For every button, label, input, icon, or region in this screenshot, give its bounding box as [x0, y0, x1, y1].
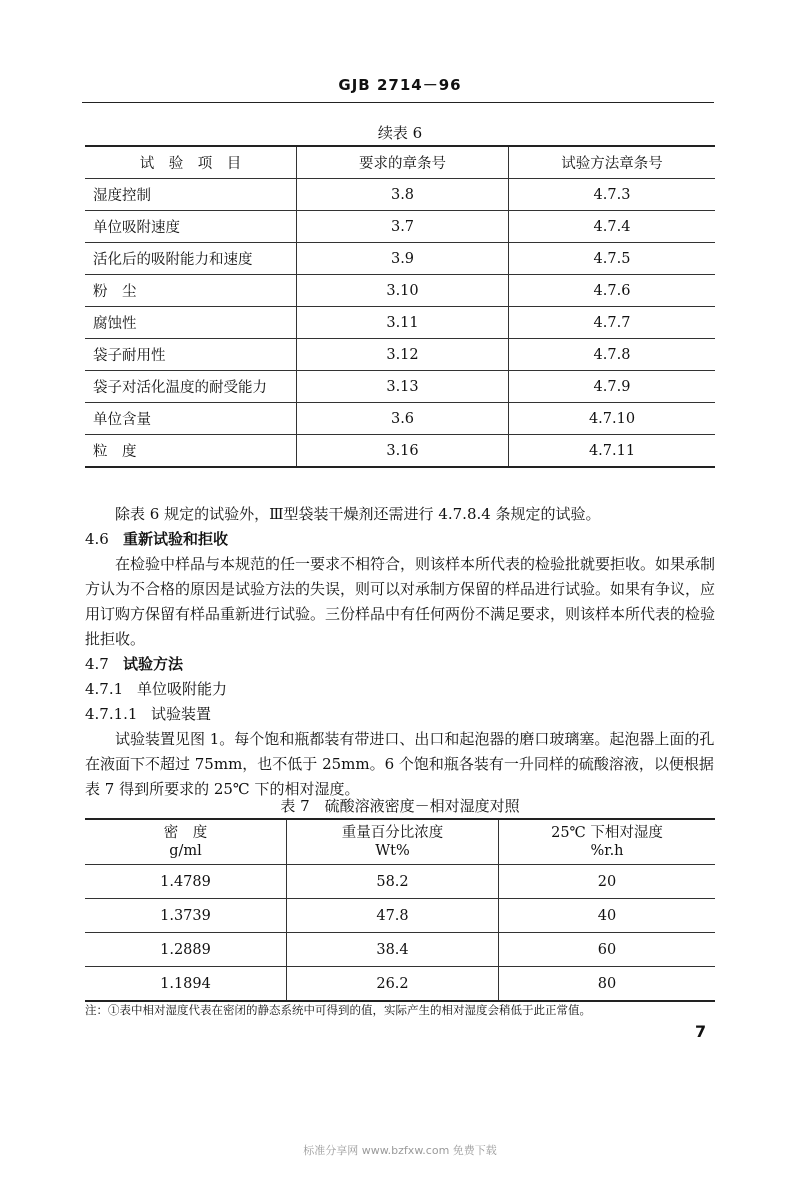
table7-note: 注：①表中相对湿度代表在密闭的静态系统中可得到的值，实际产生的相对湿度会稍低于此正常值。: [85, 1003, 591, 1017]
table-row: [85, 967, 715, 1002]
table-row: [85, 403, 715, 435]
paragraph-after-table6: 除表 6 规定的试验外，Ⅲ型袋装干燥剂还需进行 4.7.8.4 条规定的试验。: [115, 505, 601, 523]
table6-req-cell: 3.8: [297, 179, 509, 211]
table6-method-cell: 4.7.11: [509, 435, 716, 468]
section-heading-4-7-1: [85, 677, 715, 702]
table7-header-line1: 25℃ 下相对湿度: [551, 825, 663, 841]
table6-item-cell: 袋子耐用性: [85, 339, 297, 371]
section-title: 单位吸附能力: [137, 680, 228, 698]
table6-item-cell: 单位吸附速度: [85, 211, 297, 243]
table6-method-cell: 4.7.6: [509, 275, 716, 307]
body-text: [85, 502, 715, 802]
table7-header-cell: [499, 819, 716, 865]
table6-item-cell: 粒 度: [85, 435, 297, 468]
table7: [85, 818, 715, 1002]
table7-density-cell: 1.1894: [85, 967, 287, 1002]
table6-item-cell: 腐蚀性: [85, 307, 297, 339]
section-title: 试验装置: [151, 705, 212, 723]
section-number: 4.6: [85, 530, 109, 548]
header-rule: [82, 102, 714, 103]
table-row: [85, 211, 715, 243]
table7-density-cell: 1.3739: [85, 899, 287, 933]
table6-header-cell: 要求的章条号: [297, 146, 509, 179]
section-title: 试验方法: [123, 655, 184, 673]
table7-header-cell: [287, 819, 499, 865]
section-number: 4.7.1.1: [85, 705, 138, 723]
table7-density-cell: 1.4789: [85, 865, 287, 899]
page-number: 7: [695, 1022, 707, 1041]
paragraph-4-7-1-1: 试验装置见图 1。每个饱和瓶都装有带进口、出口和起泡器的磨口玻璃塞。起泡器上面的孔在液面下不超过 75mm，也不低于 25mm。6 个饱和瓶各装有一升同样的硫酸溶液，以便根据表 7 得到所要求的 25℃ 下的相对湿度。: [85, 730, 715, 798]
table6-method-cell: 4.7.9: [509, 371, 716, 403]
table6-method-cell: 4.7.7: [509, 307, 716, 339]
table7-caption: 表 7 硫酸溶液密度－相对湿度对照: [280, 797, 520, 815]
table6-req-cell: 3.13: [297, 371, 509, 403]
table7-concentration-cell: 58.2: [287, 865, 499, 899]
table-row: [85, 933, 715, 967]
table7-humidity-cell: 40: [499, 899, 716, 933]
table7-humidity-cell: 20: [499, 865, 716, 899]
table6-req-cell: 3.16: [297, 435, 509, 468]
table-row: [85, 307, 715, 339]
document-code-header: GJB 2714－96: [338, 76, 462, 94]
table6-req-cell: 3.10: [297, 275, 509, 307]
table6-req-cell: 3.12: [297, 339, 509, 371]
table6-item-cell: 单位含量: [85, 403, 297, 435]
table-row: [85, 865, 715, 899]
table7-density-cell: 1.2889: [85, 933, 287, 967]
table7-header-line1: 密 度: [163, 825, 208, 841]
paragraph-4-6: 在检验中样品与本规范的任一要求不相符合，则该样本所代表的检验批就要拒收。如果承制方认为不合格的原因是试验方法的失误，则可以对承制方保留的样品进行试验。如果有争议，应用订购方保留有样品重新进行试验。三份样品中有任何两份不满足要求，则该样本所代表的检验批拒收。: [85, 555, 716, 648]
table7-header-line1: 重量百分比浓度: [341, 825, 444, 841]
table-row: [85, 275, 715, 307]
table6-method-cell: 4.7.4: [509, 211, 716, 243]
table6-req-cell: 3.6: [297, 403, 509, 435]
table6: [85, 145, 715, 468]
table6-header-cell: 试验方法章条号: [509, 146, 716, 179]
table7-header-line2: g/ml: [169, 843, 202, 859]
table7-concentration-cell: 26.2: [287, 967, 499, 1002]
section-heading-4-6: [85, 527, 715, 552]
table6-method-cell: 4.7.8: [509, 339, 716, 371]
section-heading-4-7-1-1: [85, 702, 715, 727]
table-row: [85, 179, 715, 211]
table6-item-cell: 袋子对活化温度的耐受能力: [85, 371, 297, 403]
table6-caption: 续表 6: [377, 124, 423, 142]
section-number: 4.7: [85, 655, 109, 673]
site-watermark: 标准分享网 www.bzfxw.com 免费下载: [303, 1144, 497, 1157]
table6-method-cell: 4.7.3: [509, 179, 716, 211]
table7-header-row: [85, 819, 715, 865]
table-row: [85, 371, 715, 403]
table6-method-cell: 4.7.5: [509, 243, 716, 275]
table6-item-cell: 湿度控制: [85, 179, 297, 211]
table7-concentration-cell: 47.8: [287, 899, 499, 933]
table6-req-cell: 3.9: [297, 243, 509, 275]
table-row: [85, 899, 715, 933]
table6-method-cell: 4.7.10: [509, 403, 716, 435]
table6-req-cell: 3.7: [297, 211, 509, 243]
section-title: 重新试验和拒收: [123, 530, 229, 548]
table6-header-row: [85, 146, 715, 179]
table-row: [85, 339, 715, 371]
table-row: [85, 435, 715, 468]
table6-req-cell: 3.11: [297, 307, 509, 339]
table6-item-cell: 粉 尘: [85, 275, 297, 307]
table7-header-line2: %r.h: [590, 843, 624, 859]
table7-humidity-cell: 80: [499, 967, 716, 1002]
table7-concentration-cell: 38.4: [287, 933, 499, 967]
table6-item-cell: 活化后的吸附能力和速度: [85, 243, 297, 275]
section-number: 4.7.1: [85, 680, 124, 698]
section-heading-4-7: [85, 652, 715, 677]
table7-header-cell: [85, 819, 287, 865]
table-row: [85, 243, 715, 275]
table7-header-line2: Wt%: [375, 843, 410, 859]
table7-humidity-cell: 60: [499, 933, 716, 967]
table6-header-cell: 试 验 项 目: [85, 146, 297, 179]
